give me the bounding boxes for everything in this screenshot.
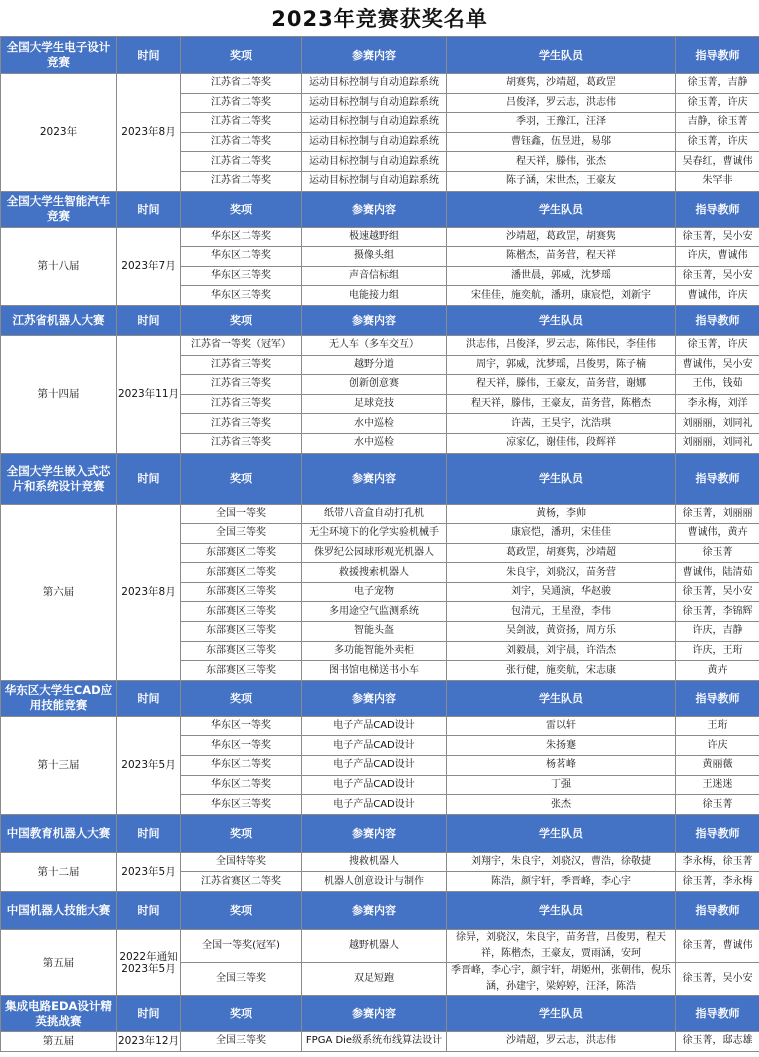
award-cell: 东部赛区三等奖 [181,622,302,642]
award-cell: 江苏省二等奖 [181,74,302,94]
time-cell: 2023年8月 [117,504,181,680]
advisor-cell: 徐玉菁，吴小安 [676,266,759,286]
header-team: 学生队员 [447,453,676,504]
header-advisor: 指导教师 [676,305,759,335]
content-cell: 电子产品CAD设计 [302,775,447,795]
session-cell: 第十八届 [1,227,117,305]
table-row [1,74,759,94]
competition-name: 全国大学生嵌入式芯片和系统设计竞赛 [1,453,117,504]
table-row [1,227,759,247]
team-cell: 刘宇，吴通演，华赵骏 [447,582,676,602]
advisor-cell: 王迷迷 [676,775,759,795]
time-cell: 2022年通知2023年5月 [117,930,181,996]
header-content: 参赛内容 [302,996,447,1032]
award-cell: 江苏省三等奖 [181,394,302,414]
award-cell: 江苏省二等奖 [181,113,302,133]
award-cell: 华东区一等奖 [181,716,302,736]
team-cell: 凉家亿，谢佳伟，段辉祥 [447,433,676,453]
header-time: 时间 [117,191,181,227]
award-table [0,36,759,1052]
header-award: 奖项 [181,453,302,504]
content-cell: 侏罗纪公园球形观光机器人 [302,543,447,563]
content-cell: 机器人创意设计与制作 [302,872,447,892]
content-cell: 双足短跑 [302,963,447,996]
competition-name: 集成电路EDA设计精英挑战赛 [1,996,117,1032]
award-cell: 华东区二等奖 [181,775,302,795]
award-cell: 江苏省二等奖 [181,152,302,172]
table-row [1,930,759,963]
award-cell: 东部赛区三等奖 [181,641,302,661]
header-content: 参赛内容 [302,191,447,227]
time-cell: 2023年7月 [117,227,181,305]
header-advisor: 指导教师 [676,37,759,74]
team-cell: 葛政罡，胡赛隽，沙靖超 [447,543,676,563]
section-header-row [1,814,759,852]
team-cell: 陈子涵，宋世杰，王豪友 [447,171,676,191]
table-row [1,1032,759,1052]
section-header-row [1,37,759,74]
team-cell: 黄杨，李帅 [447,504,676,524]
award-cell: 东部赛区二等奖 [181,543,302,563]
content-cell: 足球竞技 [302,394,447,414]
header-time: 时间 [117,305,181,335]
content-cell: 纸带八音盒自动打孔机 [302,504,447,524]
award-cell: 全国特等奖 [181,852,302,872]
header-content: 参赛内容 [302,37,447,74]
header-team: 学生队员 [447,996,676,1032]
session-cell: 第六届 [1,504,117,680]
award-cell: 全国三等奖 [181,524,302,544]
advisor-cell: 王伟，钱茹 [676,375,759,395]
advisor-cell: 曹诚伟，黄卉 [676,524,759,544]
header-content: 参赛内容 [302,453,447,504]
advisor-cell: 黄卉 [676,661,759,681]
header-award: 奖项 [181,892,302,930]
section-header-row [1,191,759,227]
award-cell: 华东区二等奖 [181,247,302,267]
header-time: 时间 [117,996,181,1032]
content-cell: 搜救机器人 [302,852,447,872]
table-row [1,335,759,355]
content-cell: 水中巡检 [302,433,447,453]
advisor-cell: 徐玉菁，李锦辉 [676,602,759,622]
header-time: 时间 [117,37,181,74]
advisor-cell: 徐玉菁 [676,795,759,815]
session-cell: 第十四届 [1,335,117,453]
session-cell: 第十二届 [1,852,117,891]
header-team: 学生队员 [447,305,676,335]
content-cell: 运动目标控制与自动追踪系统 [302,93,447,113]
header-award: 奖项 [181,996,302,1032]
content-cell: 无尘环境下的化学实验机械手 [302,524,447,544]
header-content: 参赛内容 [302,892,447,930]
header-award: 奖项 [181,680,302,716]
header-content: 参赛内容 [302,680,447,716]
time-cell: 2023年5月 [117,852,181,891]
advisor-cell: 李永梅，徐玉菁 [676,852,759,872]
team-cell: 陈浩，颜宇轩，季晋峰，李心宇 [447,872,676,892]
team-cell: 周宇，郭威，沈梦瑶，吕俊男，陈子楠 [447,355,676,375]
header-team: 学生队员 [447,814,676,852]
advisor-cell: 徐玉菁，曹诚伟 [676,930,759,963]
header-time: 时间 [117,892,181,930]
award-cell: 全国一等奖(冠军) [181,930,302,963]
team-cell: 康宸恺，潘玥，宋佳佳 [447,524,676,544]
award-cell: 华东区一等奖 [181,736,302,756]
team-cell: 朱良宇，刘骁汉，苗务营 [447,563,676,583]
section-header-row [1,996,759,1032]
team-cell: 吕俊泽，罗云志，洪志伟 [447,93,676,113]
table-row [1,716,759,736]
advisor-cell: 吉静，徐玉菁 [676,113,759,133]
team-cell: 朱扬蹇 [447,736,676,756]
team-cell: 季羽，王豫江，汪泽 [447,113,676,133]
team-cell: 沙靖超，葛政罡，胡赛隽 [447,227,676,247]
header-team: 学生队员 [447,37,676,74]
advisor-cell: 徐玉菁，李永梅 [676,872,759,892]
team-cell: 洪志伟，吕俊泽，罗云志，陈伟民，李佳伟 [447,335,676,355]
competition-name: 全国大学生电子设计竞赛 [1,37,117,74]
content-cell: 摄像头组 [302,247,447,267]
team-cell: 张杰 [447,795,676,815]
team-cell: 陈楷杰，苗务营，程天祥 [447,247,676,267]
section-header-row [1,680,759,716]
content-cell: 越野分道 [302,355,447,375]
award-cell: 东部赛区三等奖 [181,582,302,602]
award-cell: 东部赛区二等奖 [181,563,302,583]
award-cell: 江苏省一等奖（冠军） [181,335,302,355]
team-cell: 刘毅晨，刘宇晨，许浩杰 [447,641,676,661]
team-cell: 程天祥，滕伟，王豪友，苗务营，谢娜 [447,375,676,395]
section-header-row [1,453,759,504]
content-cell: 电子产品CAD设计 [302,716,447,736]
content-cell: 声音信标组 [302,266,447,286]
content-cell: 图书馆电梯送书小车 [302,661,447,681]
advisor-cell: 黄丽薇 [676,756,759,776]
team-cell: 杨茗峰 [447,756,676,776]
award-cell: 江苏省三等奖 [181,414,302,434]
award-cell: 华东区三等奖 [181,266,302,286]
content-cell: 电能接力组 [302,286,447,306]
header-advisor: 指导教师 [676,996,759,1032]
team-cell: 潘世晨，郭威，沈梦瑶 [447,266,676,286]
advisor-cell: 徐玉菁，许庆 [676,335,759,355]
table-row [1,852,759,872]
advisor-cell: 徐玉菁 [676,543,759,563]
award-cell: 华东区三等奖 [181,286,302,306]
advisor-cell: 徐玉菁，许庆 [676,93,759,113]
content-cell: 极速越野组 [302,227,447,247]
team-cell: 刘翔宇，朱良宇，刘骁汉，曹浩，徐敬捷 [447,852,676,872]
session-cell: 第五届 [1,1032,117,1052]
header-award: 奖项 [181,305,302,335]
content-cell: 创新创意赛 [302,375,447,395]
header-award: 奖项 [181,814,302,852]
award-cell: 东部赛区三等奖 [181,661,302,681]
team-cell: 张行健，施奕航，宋志康 [447,661,676,681]
header-content: 参赛内容 [302,814,447,852]
competition-name: 江苏省机器人大赛 [1,305,117,335]
header-time: 时间 [117,680,181,716]
header-award: 奖项 [181,191,302,227]
team-cell: 季晋峰，李心宇，颜宇轩，胡姬州，张朝伟，倪乐涵，孙建宇，梁婷婷，汪泽，陈浩 [447,963,676,996]
time-cell: 2023年11月 [117,335,181,453]
award-cell: 全国三等奖 [181,963,302,996]
award-cell: 江苏省二等奖 [181,132,302,152]
award-cell: 江苏省二等奖 [181,171,302,191]
advisor-cell: 徐玉菁，刘丽丽 [676,504,759,524]
page-title: 2023年竞赛获奖名单 [271,7,488,31]
team-cell: 程天祥，滕伟，张杰 [447,152,676,172]
award-cell: 东部赛区三等奖 [181,602,302,622]
award-cell: 华东区二等奖 [181,227,302,247]
award-cell: 江苏省三等奖 [181,375,302,395]
advisor-cell: 曹诚伟，许庆 [676,286,759,306]
award-cell: 华东区三等奖 [181,795,302,815]
advisor-cell: 徐玉菁，吉静 [676,74,759,94]
header-award: 奖项 [181,37,302,74]
team-cell: 曹钰鑫，伍昱进，易邬 [447,132,676,152]
advisor-cell: 徐玉菁，吴小安 [676,227,759,247]
award-cell: 江苏省二等奖 [181,93,302,113]
content-cell: 多用途空气监测系统 [302,602,447,622]
content-cell: FPGA Die级系统布线算法设计 [302,1032,447,1052]
award-cell: 江苏省三等奖 [181,355,302,375]
advisor-cell: 许庆，吉静 [676,622,759,642]
competition-name: 中国机器人技能大赛 [1,892,117,930]
section-header-row [1,305,759,335]
session-cell: 第五届 [1,930,117,996]
session-cell: 第十三届 [1,716,117,814]
award-cell: 全国一等奖 [181,504,302,524]
advisor-cell: 徐玉菁，邸志雄 [676,1032,759,1052]
advisor-cell: 吴春红，曹诚伟 [676,152,759,172]
competition-name: 全国大学生智能汽车竞赛 [1,191,117,227]
content-cell: 电子宠物 [302,582,447,602]
section-header-row [1,892,759,930]
content-cell: 电子产品CAD设计 [302,756,447,776]
advisor-cell: 王珩 [676,716,759,736]
team-cell: 徐异，刘骁汉，朱良宇，苗务营，吕俊男，程天祥，陈楷杰，王豪友，贾雨涵，安珂 [447,930,676,963]
advisor-cell: 刘丽丽，刘同礼 [676,433,759,453]
header-advisor: 指导教师 [676,680,759,716]
competition-name: 中国教育机器人大赛 [1,814,117,852]
award-cell: 全国三等奖 [181,1032,302,1052]
header-team: 学生队员 [447,191,676,227]
header-advisor: 指导教师 [676,814,759,852]
advisor-cell: 徐玉菁，吴小安 [676,963,759,996]
header-time: 时间 [117,453,181,504]
award-cell: 江苏省三等奖 [181,433,302,453]
advisor-cell: 许庆，王珩 [676,641,759,661]
content-cell: 运动目标控制与自动追踪系统 [302,152,447,172]
advisor-cell: 许庆，曹诚伟 [676,247,759,267]
team-cell: 程天祥，滕伟，王豪友，苗务营，陈楷杰 [447,394,676,414]
header-advisor: 指导教师 [676,892,759,930]
table-row [1,504,759,524]
advisor-cell: 朱罕非 [676,171,759,191]
team-cell: 沙靖超，罗云志，洪志伟 [447,1032,676,1052]
content-cell: 智能头盔 [302,622,447,642]
session-cell: 2023年 [1,74,117,192]
content-cell: 运动目标控制与自动追踪系统 [302,132,447,152]
advisor-cell: 刘丽丽，刘同礼 [676,414,759,434]
advisor-cell: 徐玉菁，许庆 [676,132,759,152]
award-cell: 华东区二等奖 [181,756,302,776]
time-cell: 2023年8月 [117,74,181,192]
content-cell: 无人车（多车交互） [302,335,447,355]
team-cell: 包清元，王星澄，李伟 [447,602,676,622]
header-advisor: 指导教师 [676,453,759,504]
header-team: 学生队员 [447,892,676,930]
content-cell: 运动目标控制与自动追踪系统 [302,74,447,94]
award-cell: 江苏省赛区二等奖 [181,872,302,892]
content-cell: 电子产品CAD设计 [302,736,447,756]
header-team: 学生队员 [447,680,676,716]
content-cell: 多功能智能外卖柜 [302,641,447,661]
content-cell: 运动目标控制与自动追踪系统 [302,113,447,133]
advisor-cell: 许庆 [676,736,759,756]
time-cell: 2023年12月 [117,1032,181,1052]
content-cell: 电子产品CAD设计 [302,795,447,815]
content-cell: 运动目标控制与自动追踪系统 [302,171,447,191]
team-cell: 宋佳佳，施奕航，潘玥，康宸恺，刘新宇 [447,286,676,306]
time-cell: 2023年5月 [117,716,181,814]
header-advisor: 指导教师 [676,191,759,227]
team-cell: 雷以轩 [447,716,676,736]
team-cell: 胡赛隽，沙靖超，葛政罡 [447,74,676,94]
advisor-cell: 曹诚伟，吴小安 [676,355,759,375]
content-cell: 越野机器人 [302,930,447,963]
team-cell: 丁强 [447,775,676,795]
advisor-cell: 曹诚伟，陆清茹 [676,563,759,583]
team-cell: 吴剑波，黄资扬，周方乐 [447,622,676,642]
content-cell: 救援搜索机器人 [302,563,447,583]
advisor-cell: 徐玉菁，吴小安 [676,582,759,602]
team-cell: 许茜，王昊宇，沈浩琪 [447,414,676,434]
content-cell: 水中巡检 [302,414,447,434]
header-time: 时间 [117,814,181,852]
header-content: 参赛内容 [302,305,447,335]
advisor-cell: 李永梅，刘洋 [676,394,759,414]
competition-name: 华东区大学生CAD应用技能竞赛 [1,680,117,716]
